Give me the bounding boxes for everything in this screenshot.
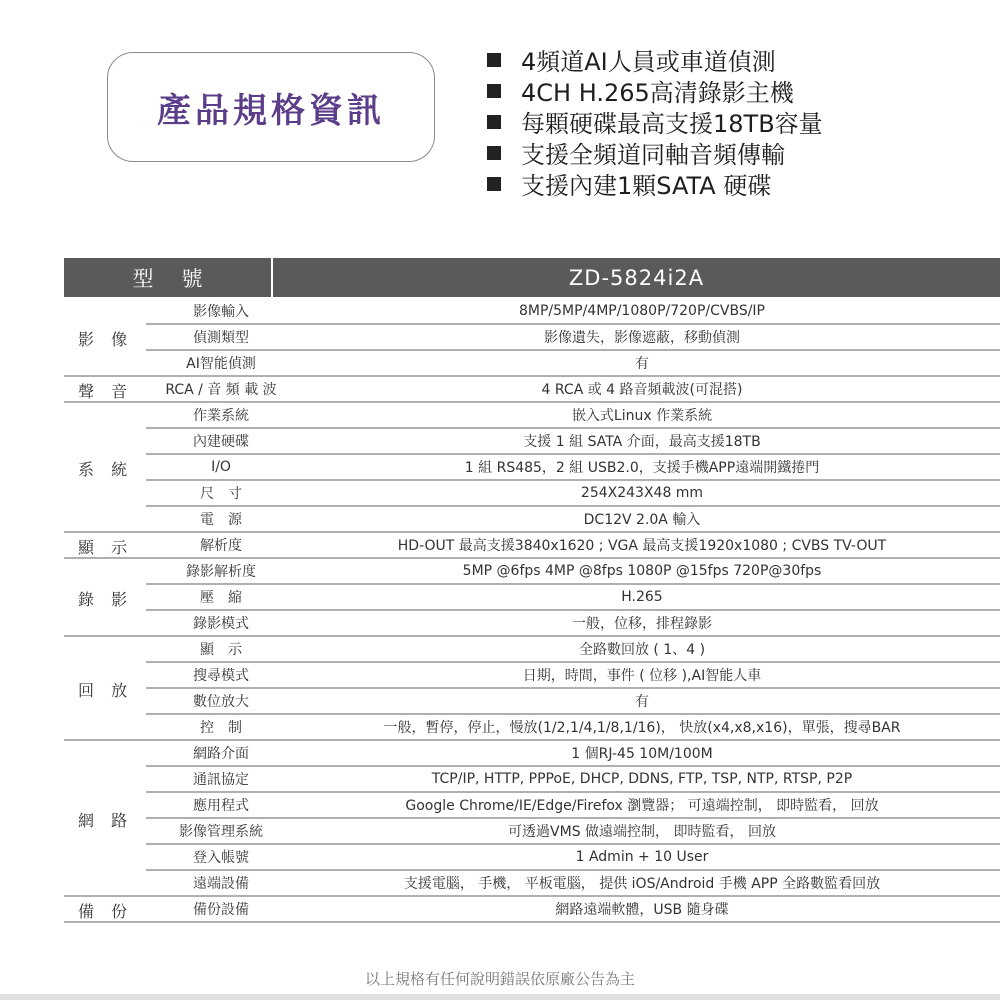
spec-value: DC12V 2.0A 輸入 — [583, 512, 701, 528]
square-bullet-icon — [487, 177, 501, 191]
spec-label: 電 源 — [200, 512, 242, 528]
feature-item — [487, 137, 823, 168]
table-row — [64, 454, 1000, 480]
spec-label: 數位放大 — [193, 694, 249, 710]
group-network: 網 路 — [78, 811, 134, 830]
spec-value: 日期，時間，事件 ( 位移 ),AI智能人車 — [522, 668, 762, 684]
spec-value: 1 Admin + 10 User — [575, 849, 709, 865]
group-video: 影 像 — [78, 330, 134, 349]
group-record: 錄 影 — [78, 590, 134, 609]
group-system: 系 統 — [78, 460, 134, 479]
footer-disclaimer: 以上規格有任何說明錯誤依原廠公告為主 — [364, 970, 635, 988]
spec-label: 影像管理系統 — [179, 824, 263, 840]
table-row — [64, 428, 1000, 454]
table-row — [64, 792, 1000, 818]
feature-text: 4CH H.265高清錄影主機 — [521, 79, 794, 107]
spec-label: 壓 縮 — [200, 590, 242, 606]
model-number: ZD-5824i2A — [568, 265, 705, 290]
group-divider — [64, 921, 1000, 923]
spec-label: 應用程式 — [193, 798, 249, 814]
spec-value: H.265 — [621, 589, 663, 605]
spec-value: 影像遺失，影像遮蔽，移動偵測 — [544, 330, 740, 346]
table-row — [64, 714, 1000, 740]
spec-table-header — [64, 258, 1000, 297]
table-row — [64, 480, 1000, 506]
table-row — [64, 818, 1000, 844]
spec-label: 解析度 — [200, 538, 242, 554]
spec-value: 嵌入式Linux 作業系統 — [571, 408, 713, 424]
table-row — [64, 662, 1000, 688]
bottom-bar — [0, 994, 1000, 1000]
spec-value: 網路遠端軟體，USB 隨身碟 — [555, 902, 729, 918]
spec-value: HD-OUT 最高支援3840x1620 ; VGA 最高支援1920x1080 ; CVBS TV-OUT — [397, 538, 887, 554]
feature-text: 每顆硬碟最高支援18TB容量 — [521, 110, 823, 138]
table-row — [64, 532, 1000, 558]
feature-list — [487, 44, 823, 199]
square-bullet-icon — [487, 115, 501, 129]
table-row — [64, 506, 1000, 532]
table-row — [64, 636, 1000, 662]
table-row — [64, 324, 1000, 350]
spec-label: 登入帳號 — [193, 850, 249, 866]
table-row — [64, 870, 1000, 896]
group-audio: 聲 音 — [78, 382, 134, 401]
spec-value: 全路數回放 ( 1、4 ) — [578, 642, 706, 658]
spec-value: 4 RCA 或 4 路音頻載波(可混搭) — [541, 382, 743, 398]
spec-value: 一般，位移，排程錄影 — [572, 616, 712, 632]
spec-value: 支援 1 組 SATA 介面，最高支援18TB — [523, 434, 761, 450]
group-playback: 回 放 — [78, 681, 134, 700]
spec-value: 一般，暫停，停止，慢放(1/2,1/4,1/8,1/16)， 快放(x4,x8,x16)，單張，搜尋BAR — [383, 720, 901, 736]
group-backup: 備 份 — [78, 902, 134, 921]
spec-value: 1 個RJ-45 10M/100M — [571, 746, 713, 762]
table-row — [64, 740, 1000, 766]
table-row — [64, 376, 1000, 402]
spec-label: RCA / 音 頻 載 波 — [165, 382, 277, 398]
table-row — [64, 558, 1000, 584]
spec-label: 內建硬碟 — [193, 434, 249, 450]
feature-text: 支援全頻道同軸音頻傳輸 — [521, 141, 785, 169]
table-row — [64, 584, 1000, 610]
spec-value: 支援電腦， 手機， 平板電腦， 提供 iOS/Android 手機 APP 全路數監看回放 — [403, 876, 881, 892]
model-header-label: 型號 — [132, 266, 231, 291]
spec-value: 可透過VMS 做遠端控制， 即時監看， 回放 — [508, 824, 776, 840]
feature-text: 4頻道AI人員或車道偵測 — [521, 48, 776, 76]
table-row — [64, 298, 1000, 324]
spec-label: AI智能偵測 — [186, 356, 256, 372]
spec-value: 1 組 RS485，2 組 USB2.0，支援手機APP遠端開鐵捲門 — [464, 460, 820, 476]
spec-label: 備份設備 — [193, 902, 249, 918]
group-display: 顯 示 — [78, 538, 134, 557]
spec-value: Google Chrome/IE/Edge/Firefox 瀏覽器； 可遠端控制， 即時監看， 回放 — [405, 798, 879, 814]
spec-label: 搜尋模式 — [193, 668, 249, 684]
square-bullet-icon — [487, 84, 501, 98]
spec-label: 錄影模式 — [193, 616, 249, 632]
table-row — [64, 610, 1000, 636]
spec-value: 有 — [635, 694, 649, 710]
spec-label: I/O — [211, 459, 231, 475]
product-spec-title: 產品規格資訊 — [107, 52, 435, 162]
spec-label: 通訊協定 — [193, 772, 249, 788]
spec-label: 錄影解析度 — [186, 564, 256, 580]
spec-value: 254X243X48 mm — [580, 485, 704, 501]
table-row — [64, 844, 1000, 870]
table-row — [64, 350, 1000, 376]
spec-label: 顯 示 — [200, 642, 242, 658]
feature-text: 支援內建1顆SATA 硬碟 — [521, 172, 772, 200]
spec-label: 偵測類型 — [193, 330, 249, 346]
spec-label: 作業系統 — [193, 408, 249, 424]
table-row — [64, 402, 1000, 428]
table-row — [64, 896, 1000, 922]
spec-label: 尺 寸 — [200, 486, 242, 502]
feature-item — [487, 44, 823, 75]
spec-value: TCP/IP, HTTP, PPPoE, DHCP, DDNS, FTP, TSP, NTP, RTSP, P2P — [431, 771, 853, 787]
feature-item — [487, 168, 823, 199]
feature-item — [487, 106, 823, 137]
square-bullet-icon — [487, 146, 501, 160]
feature-item — [487, 75, 823, 106]
spec-label: 控 制 — [200, 720, 242, 736]
spec-value: 8MP/5MP/4MP/1080P/720P/CVBS/IP — [519, 303, 765, 319]
table-row — [64, 766, 1000, 792]
spec-label: 網路介面 — [193, 746, 249, 762]
square-bullet-icon — [487, 53, 501, 67]
table-row — [64, 688, 1000, 714]
spec-value: 5MP @6fps 4MP @8fps 1080P @15fps 720P@30fps — [462, 563, 822, 579]
spec-label: 影像輸入 — [193, 304, 249, 320]
spec-value: 有 — [635, 356, 649, 372]
spec-label: 遠端設備 — [193, 876, 249, 892]
